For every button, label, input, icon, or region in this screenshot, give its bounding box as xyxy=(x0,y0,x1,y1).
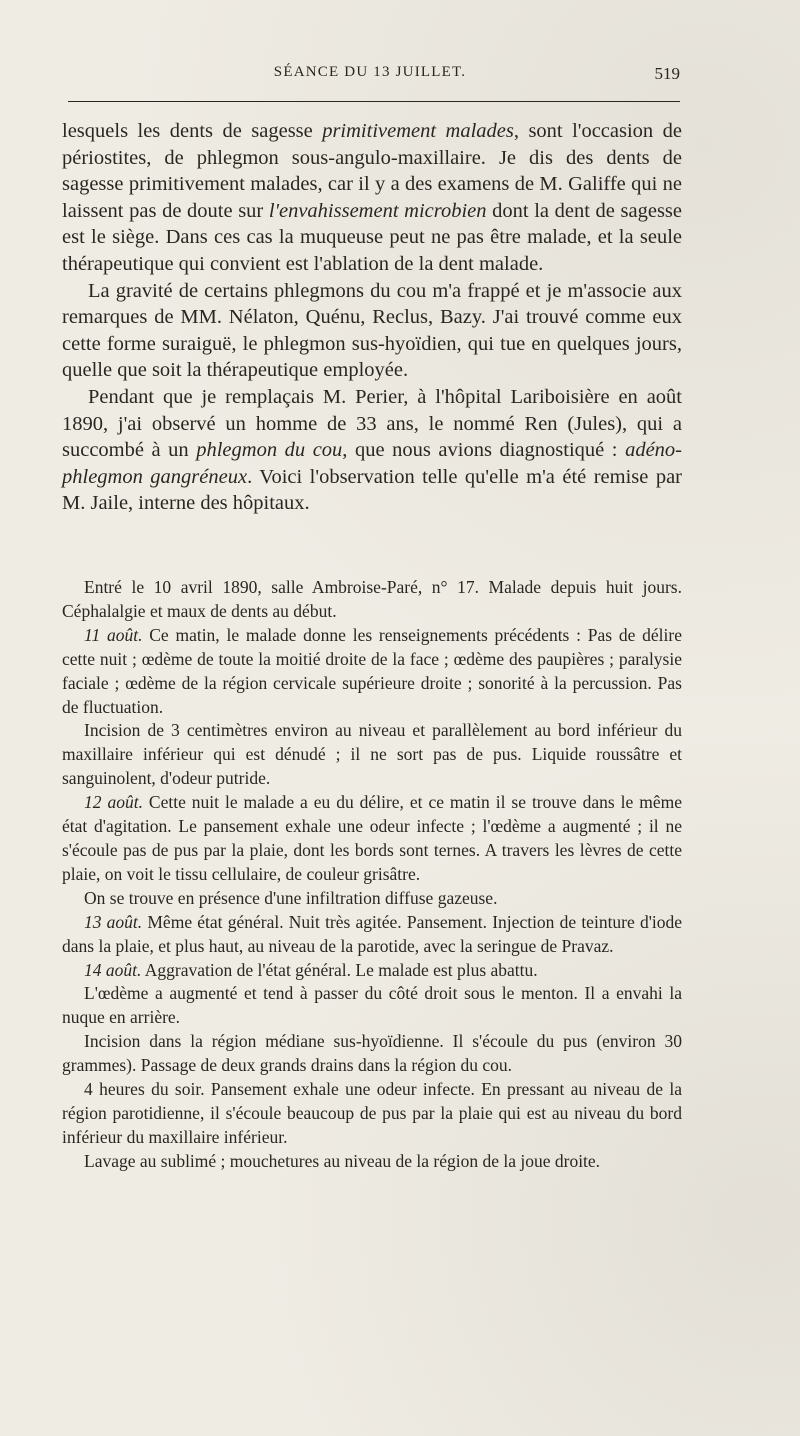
note-9: Incision dans la région médiane sus-hyoïdienne. Il s'écoule du pus (environ 30 grammes). Passage de deux grands drains dans la région du cou. xyxy=(62,1031,682,1076)
note-6 xyxy=(62,911,682,959)
paragraph-1-text-b: , sont l'occasion de périostites, de phlegmon sous-angulo-maxillaire. Je dis des dents de sagesse primitivement malades, car il y a des examens de M. Galiffe qui ne laissent pas de doute sur xyxy=(62,120,682,222)
paragraph-2: La gravité de certains phlegmons du cou m'a frappé et je m'associe aux remarques de MM. Nélaton, Quénu, Reclus, Bazy. J'ai trouvé comme eux cette forme suraiguë, le phlegmon sus-hyoïdien, qui tue en quelques jours, quelle que soit la thérapeutique employée. xyxy=(62,279,682,382)
note-7-text: Aggravation de l'état général. Le malade est plus abattu. xyxy=(141,959,538,980)
paragraph-3-text-b: , que nous avions diagnostiqué : xyxy=(342,439,626,462)
paragraph-1-text-a: lesquels les dents de sagesse xyxy=(62,120,323,142)
paragraph-1 xyxy=(62,118,682,278)
note-4-text: Cette nuit le malade a eu du délire, et ce matin il se trouve dans le même état d'agitation. Le pansement exhale une odeur infecte ; l'œdème a augmenté ; il ne s'écoule pas de pus par la plaie, dont les bords sont ternes. A travers les lèvres de cette plaie, on voit le tissu cellulaire, de couleur grisâtre. xyxy=(62,792,682,884)
header-rule xyxy=(68,101,680,102)
note-3: Incision de 3 centimètres environ au niveau et parallèlement au bord inférieur du maxillaire inférieur qui est dénudé ; il ne sort pas de pus. Liquide roussâtre et sanguinolent, d'odeur putride. xyxy=(62,720,682,789)
running-header xyxy=(60,64,680,88)
paragraph-1-italic-b: l'envahissement microbien xyxy=(268,199,487,222)
note-10: 4 heures du soir. Pansement exhale une odeur infecte. En pressant au niveau de la région parotidienne, il s'écoule beaucoup de pus par la plaie qui est au niveau du bord inférieur du maxillaire inférieur. xyxy=(62,1079,682,1147)
note-6-date: 13 août. xyxy=(84,911,143,932)
note-1: Entré le 10 avril 1890, salle Ambroise-Paré, n° 17. Malade depuis huit jours. Céphalalgie et maux de dents au début. xyxy=(62,577,682,621)
paragraph-3 xyxy=(62,384,682,517)
note-4-date: 12 août. xyxy=(84,792,143,813)
note-7-date: 14 août. xyxy=(84,959,142,980)
note-7 xyxy=(62,959,682,983)
note-2 xyxy=(62,624,682,720)
note-2-text: Ce matin, le malade donne les renseignements précédents : Pas de délire cette nuit ; œdème de toute la moitié droite de la face ; œdème des paupières ; paralysie faciale ; œdème de la région cervicale supérieure droite ; sonorité à la percussion. Pas de fluctuation. xyxy=(62,624,682,717)
paragraph-3-text-a: Pendant que je remplaçais M. Perier, à l'hôpital Lariboisière en août 1890, j'ai observé un homme de 33 ans, le nommé Ren (Jules), qui a succombé à un xyxy=(62,385,682,462)
note-8: L'œdème a augmenté et tend à passer du côté droit sous le menton. Il a envahi la nuque en arrière. xyxy=(62,983,682,1028)
note-5: On se trouve en présence d'une infiltration diffuse gazeuse. xyxy=(84,887,498,908)
page-number: 519 xyxy=(654,64,680,83)
note-11: Lavage au sublimé ; mouchetures au niveau de la région de la joue droite. xyxy=(84,1150,601,1171)
paragraph-1-italic-a: primitivement malades xyxy=(322,120,514,142)
note-4 xyxy=(62,791,682,887)
note-6-text: Même état général. Nuit très agitée. Pansement. Injection de teinture d'iode dans la plaie, et plus haut, au niveau de la parotide, avec la seringue de Pravaz. xyxy=(62,911,682,956)
paragraph-1-text-c: dont la dent de sagesse est le siège. Dans ces cas la muqueuse peut ne pas être malade, et la seule thérapeutique qui convient est l'ablation de la dent malade. xyxy=(62,199,682,275)
paragraph-3-italic-b: adéno-phlegmon gangréneux xyxy=(62,439,682,488)
main-text xyxy=(62,118,682,517)
header-title: SÉANCE DU 13 JUILLET. xyxy=(273,64,467,80)
note-2-date: 11 août. xyxy=(84,624,143,645)
observation-notes xyxy=(62,576,682,1174)
paragraph-3-text-c: . Voici l'observation telle qu'elle m'a été remise par M. Jaile, interne des hôpitaux. xyxy=(62,465,682,515)
paragraph-3-italic-a: phlegmon du cou xyxy=(196,439,343,462)
